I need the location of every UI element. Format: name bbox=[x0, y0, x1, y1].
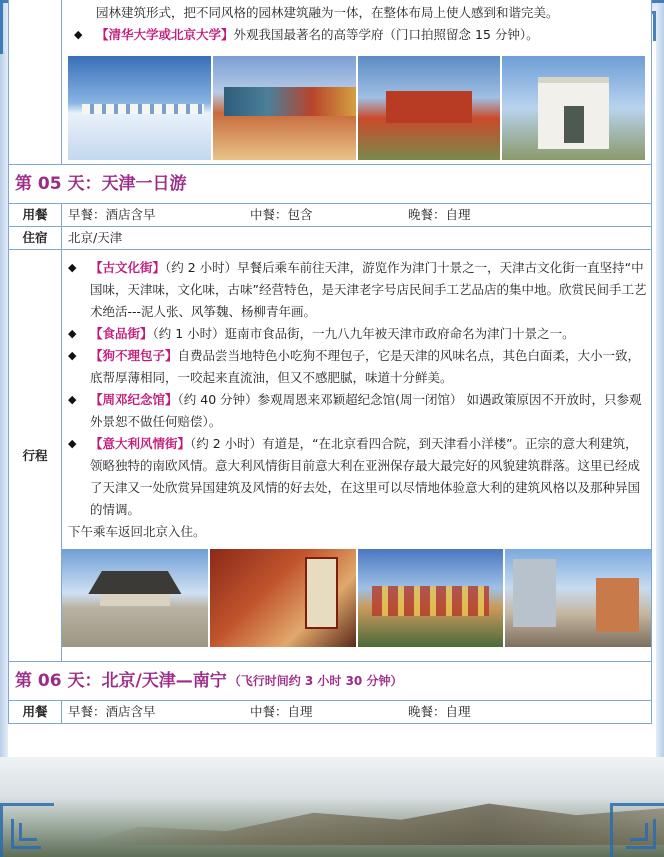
meals-label: 用餐 bbox=[9, 204, 62, 226]
previous-day-itinerary bbox=[8, 0, 652, 165]
breakfast-value: 早餐：酒店含早 bbox=[68, 207, 156, 222]
itinerary-label-cell bbox=[9, 0, 62, 164]
day-05-attraction-list bbox=[62, 257, 651, 521]
lunch-value: 中餐：包含 bbox=[250, 207, 313, 222]
list-item: ◆ 【周邓纪念馆】（约 40 分钟）参观周恩来邓颖超纪念馆(周一闭馆） 如遇政策原因不开放时，只参观外景恕不做任何赔偿）。 bbox=[62, 389, 649, 433]
closing-note: 下午乘车返回北京入住。 bbox=[68, 524, 206, 539]
photo-seventeen-arch-bridge bbox=[68, 56, 211, 160]
photo-garden-pavilion bbox=[358, 56, 501, 160]
photo-strip-beijing bbox=[68, 56, 645, 160]
photo-strip-tianjin bbox=[62, 549, 651, 647]
breakfast-value: 早餐：酒店含早 bbox=[68, 704, 156, 719]
corner-ornament-bottom-left bbox=[0, 803, 54, 857]
day-05-meals-row bbox=[8, 204, 652, 227]
itinerary-label: 行程 bbox=[9, 250, 62, 661]
frame-left-border bbox=[0, 0, 8, 857]
list-item: ◆ 【狗不理包子】自费品尝当地特色小吃狗不理包子，它是天津的风味名点，其色白面柔，大小一致，底帮厚薄相同，一咬起来直流油，但又不感肥腻，味道十分鲜美。 bbox=[62, 345, 649, 389]
dinner-value: 晚餐：自理 bbox=[408, 704, 471, 719]
itinerary-document bbox=[8, 0, 652, 724]
dinner-value: 晚餐：自理 bbox=[408, 207, 471, 222]
photo-food-street-night bbox=[358, 549, 504, 647]
stay-label: 住宿 bbox=[9, 227, 62, 249]
day-05-stay-row bbox=[8, 227, 652, 250]
list-item: ◆ 【古文化街】（约 2 小时）早餐后乘车前往天津，游览作为津门十景之一，天津古文化街一直坚持“中国味，天津味，文化味，古味”经营特色，是天津老字号店民间手工艺品店的集中地。欣赏民间手工艺术绝活---泥人张、风筝魏、杨柳青年画。 bbox=[62, 257, 649, 323]
day-06-title: 第 06 天：北京/天津—南宁 （飞行时间约 3 小时 30 分钟） bbox=[8, 662, 652, 701]
list-item: ◆ 【清华大学或北京大学】外观我国最著名的高等学府（门口拍照留念 15 分钟）。 bbox=[68, 24, 643, 46]
photo-italian-style-street bbox=[505, 549, 651, 647]
great-wall-silhouette bbox=[80, 799, 664, 845]
lunch-value: 中餐：自理 bbox=[250, 704, 313, 719]
corner-ornament-bottom-right bbox=[610, 803, 664, 857]
continuation-text: 园林建筑形式，把不同风格的园林建筑融为一体，在整体布局上使人感到和谐完美。 bbox=[96, 5, 559, 20]
meals-label: 用餐 bbox=[9, 701, 62, 723]
list-item: ◆ 【食品街】（约 1 小时）逛南市食品街，一九八九年被天津市政府命名为津门十景之一。 bbox=[62, 323, 649, 345]
day-06-meals-row bbox=[8, 701, 652, 724]
photo-memorial-hall bbox=[62, 549, 208, 647]
list-item: ◆ 【意大利风情街】（约 2 小时）有道是，“在北京看四合院，到天津看小洋楼”。正宗的意大利建筑，领略独特的南欧风情。意大利风情街目前意大利在亚洲保存最大最完好的风貌建筑群落。这里已经成了天津又一处欣赏异国建筑及风情的好去处，在这里可以尽情地体验意大利的建筑风格以及那种异国的情调。 bbox=[62, 433, 649, 521]
photo-university-gate bbox=[502, 56, 645, 160]
frame-right-border bbox=[656, 0, 664, 857]
day-05-itinerary-row bbox=[8, 250, 652, 662]
photo-nine-dragon-wall bbox=[213, 56, 356, 160]
great-wall-footer-image bbox=[0, 757, 664, 857]
day-05-title: 第 05 天：天津一日游 bbox=[8, 165, 652, 204]
stay-value: 北京/天津 bbox=[68, 230, 123, 245]
photo-goubuli-shop bbox=[210, 549, 356, 647]
